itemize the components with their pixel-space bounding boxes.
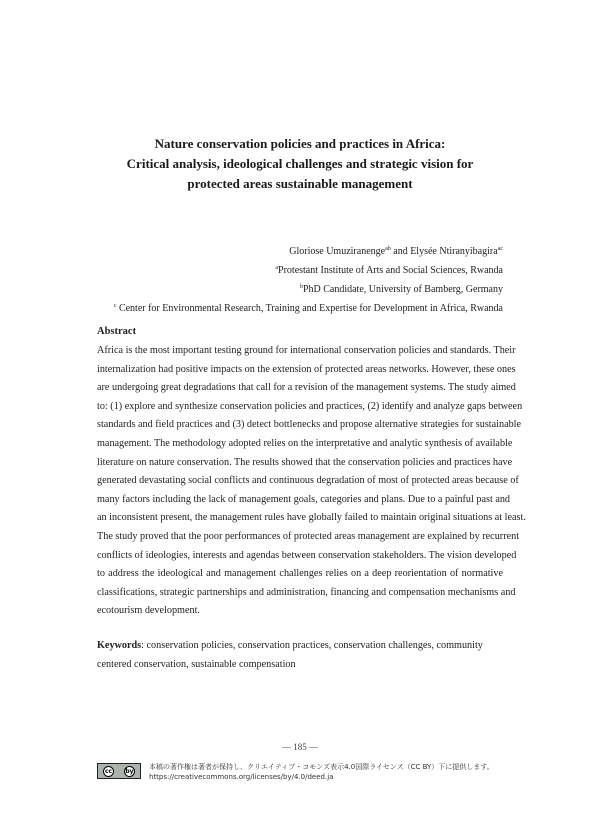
keywords-text: : conservation policies, conservation practices, conservation challenges, community (141, 640, 483, 651)
abstract-line: standards and field practices and (3) detect bottlenecks and propose alternative strategies for sustainable (97, 419, 522, 431)
abstract-body (97, 342, 526, 621)
affiliation-sup: a (275, 265, 279, 271)
by-icon: by (125, 767, 134, 775)
abstract-line: classifications, strategic partnerships and administration, financing and compensation mechanisms and (97, 586, 516, 598)
affiliation-sup: c (113, 303, 117, 309)
abstract-line: generated devastating social conflicts and continuous degradation of most of protected areas because of (97, 475, 519, 487)
title-line: Critical analysis, ideological challenges and strategic vision for (126, 156, 474, 171)
affiliation (114, 280, 503, 299)
paper-title (0, 134, 600, 194)
author-name: Elysée Ntiranyibagira (410, 246, 498, 257)
author-sup: ac (497, 246, 503, 252)
abstract-line: conflicts of ideologies, interests and agendas between conservation stakeholders. The vision developed (97, 549, 517, 561)
abstract-line: The study proved that the poor performances of protected areas management are explained by recurrent (97, 530, 520, 542)
affiliation (114, 261, 503, 280)
keywords (97, 637, 503, 674)
author-name: Gloriose Umuziranenge (289, 246, 386, 257)
affiliation-sup: b (299, 284, 303, 290)
title-line: protected areas sustainable management (187, 176, 413, 191)
title-line: Nature conservation policies and practices in Africa: (154, 136, 446, 151)
abstract-line: many factors including the lack of management goals, categories and plans. Due to a painful past and (97, 493, 511, 505)
abstract-line: Africa is the most important testing ground for international conservation policies and standards. Their (97, 345, 516, 356)
abstract-line: management. The methodology adopted relies on the interpretative and analytic synthesis of available (97, 437, 513, 449)
keywords-text: centered conservation, sustainable compensation (97, 658, 296, 670)
license-link[interactable]: https://creativecommons.org/licenses/by/4.0/deed.ja (149, 773, 334, 781)
author-conj: and (390, 246, 411, 257)
author-sup: ab (385, 246, 391, 252)
author-block (114, 242, 503, 318)
author-names (114, 242, 503, 261)
page-number: — 185 — (282, 742, 318, 752)
keywords-label: Keywords (97, 640, 142, 651)
abstract-line: to address the ideological and management challenges relies on a deep reorientation of normative (97, 568, 503, 580)
license-notice (149, 762, 494, 782)
abstract-line: ecotourism development. (97, 605, 200, 617)
affiliation-text: Center for Environmental Research, Training and Expertise for Development in Africa, Rwanda (116, 303, 503, 314)
abstract-line: literature on nature conservation. The results showed that the conservation policies and practices have (97, 456, 513, 468)
license-text: 本稿の著作権は著者が保持し、クリエイティブ・コモンズ表示4.0国際ライセンス（CC BY）下に提供します。 (149, 763, 494, 771)
affiliation-text: PhD Candidate, University of Bamberg, Germany (302, 284, 503, 295)
abstract-line: an inconsistent present, the management rules have globally failed to maintain original situations at least. (97, 512, 526, 524)
abstract-line: are undergoing great degradations that call for a revision of the management systems. The study aimed (97, 382, 516, 394)
affiliation-text: Protestant Institute of Arts and Social Sciences, Rwanda (278, 265, 503, 276)
abstract-line: internalization had positive impacts on the extension of protected areas networks. However, these ones (97, 363, 516, 375)
cc-icon: cc (104, 767, 113, 775)
abstract-line: to: (1) explore and synthesize conservation policies and practices, (2) identify and analyze gaps between (97, 400, 523, 412)
cc-by-license-badge[interactable] (97, 763, 141, 779)
abstract-heading: Abstract (97, 326, 137, 337)
affiliation (114, 299, 503, 318)
